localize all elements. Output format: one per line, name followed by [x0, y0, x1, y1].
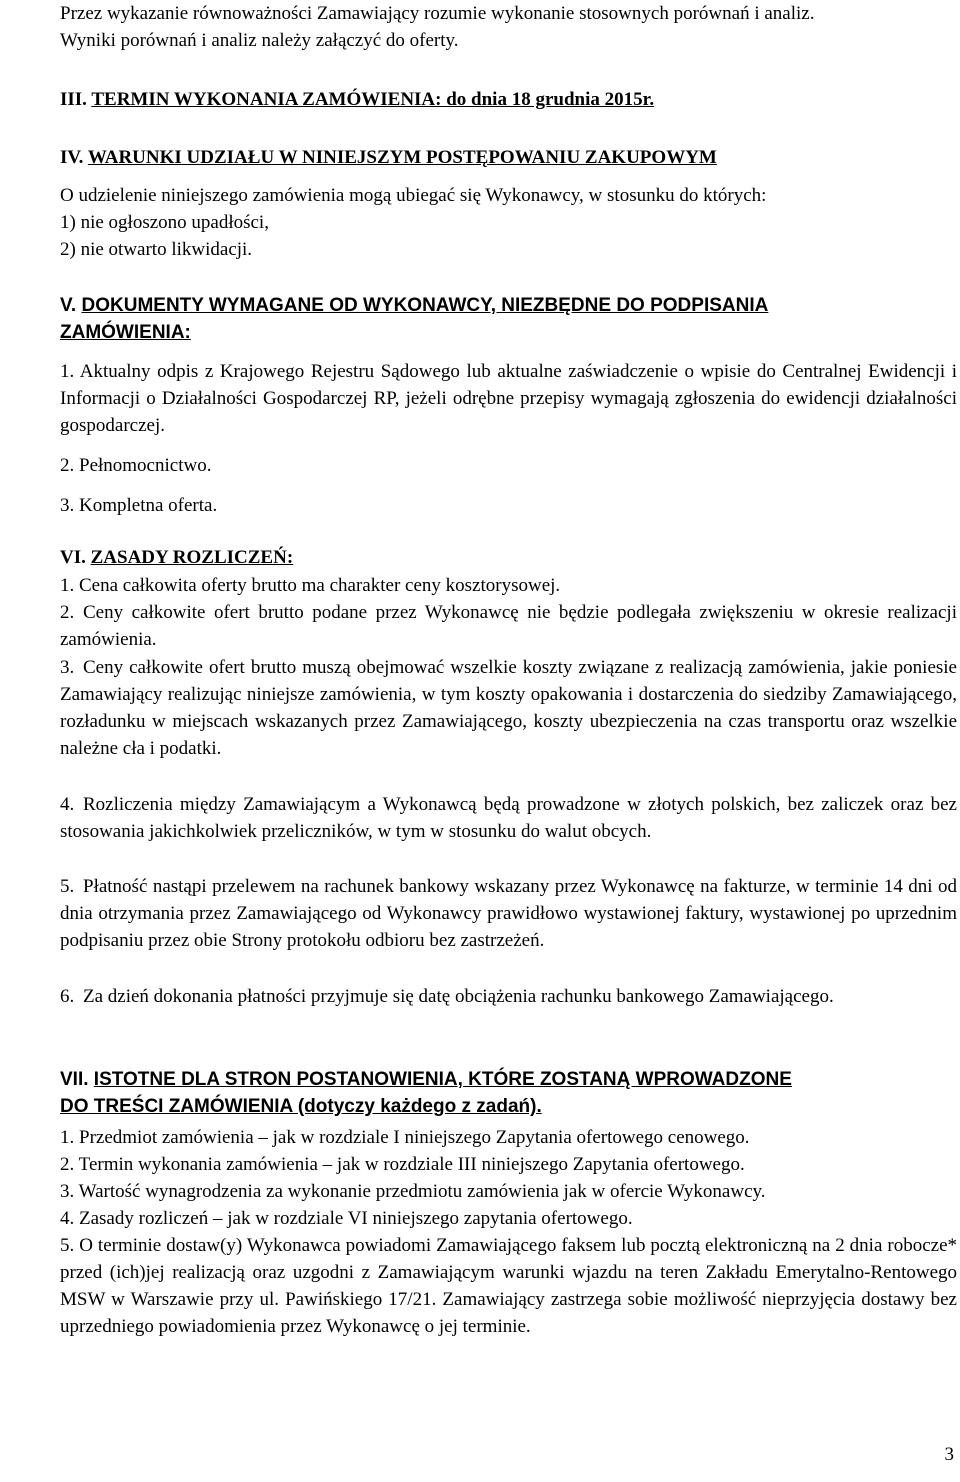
section-3-title: TERMIN WYKONANIA ZAMÓWIENIA: [91, 89, 442, 110]
section-7-item-1 [60, 1124, 957, 1151]
section-4-number: IV. [60, 147, 84, 168]
section-5-item-3: 3. Kompletna oferta. [60, 495, 218, 516]
section-7-item-5 [60, 1232, 957, 1340]
section-7-item-3-number: 3. [60, 1181, 75, 1202]
section-6-item-5-text: Płatność nastąpi przelewem na rachunek bankowy wskazany przez Wykonawcę na fakturze, w terminie 14 dni od dnia otrzymania przez Zamawiającego od Wykonawcy prawidłowo wystawionej faktury, wystawionej po uprzednim podpisaniu przez obie Strony protokołu odbioru bez zastrzeżeń. [60, 876, 957, 951]
section-5-heading [60, 292, 957, 346]
section-7-item-2-number: 2. [60, 1154, 75, 1175]
section-6-item-1-number: 1. [60, 575, 75, 596]
section-4-item-1: 1) nie ogłoszono upadłości, [60, 212, 269, 233]
section-7-item-1-text: Przedmiot zamówienia – jak w rozdziale I niniejszego Zapytania ofertowego cenowego. [79, 1127, 750, 1148]
section-7-item-4 [60, 1205, 957, 1232]
section-7-item-3 [60, 1178, 957, 1205]
section-6-item-3-text-wrap [60, 654, 957, 762]
section-6-item-3-number: 3. [60, 657, 75, 678]
intro-line-1: Przez wykazanie równoważności Zamawiający rozumie wykonanie stosownych porównań i analiz. [60, 3, 815, 24]
section-5-number: V. [60, 295, 77, 316]
section-6-item-3 [60, 654, 957, 762]
section-4-title: WARUNKI UDZIAŁU W NINIEJSZYM POSTĘPOWANIU ZAKUPOWYM [87, 147, 717, 168]
section-6-item-6 [60, 983, 957, 1010]
section-4-body [60, 182, 957, 263]
section-7-title-line-2: DO TREŚCI ZAMÓWIENIA (dotyczy każdego z zadań). [60, 1096, 542, 1117]
section-6-item-4 [60, 791, 957, 845]
section-6-item-5-number: 5. [60, 876, 75, 897]
intro-paragraph [60, 0, 957, 54]
section-6-item-2-text-wrap [60, 599, 957, 653]
section-7-item-4-text: Zasady rozliczeń – jak w rozdziale VI niniejszego zapytania ofertowego. [79, 1208, 633, 1229]
section-4-item-2: 2) nie otwarto likwidacji. [60, 239, 253, 260]
section-6-item-6-text-wrap [60, 983, 957, 1010]
section-6-item-4-text-wrap [60, 791, 957, 845]
section-7-item-4-number: 4. [60, 1208, 75, 1229]
section-4-intro: O udzielenie niniejszego zamówienia mogą ubiegać się Wykonawcy, w stosunku do których: [60, 185, 767, 206]
section-6-item-2-number: 2. [60, 602, 75, 623]
section-6-item-3-text: Ceny całkowite ofert brutto muszą obejmować wszelkie koszty związane z realizacją zamówienia, jakie poniesie Zamawiający realizując niniejsze zamówienia, w tym koszty opakowania i dostarczenia do siedziby Zamawiającego, rozładunku w miejscach wskazanych przez Zamawiającego, koszty ubezpieczenia na czas transportu oraz wszelkie należne cła i podatki. [60, 657, 957, 759]
section-5-item-1: 1. Aktualny odpis z Krajowego Rejestru Sądowego lub aktualne zaświadczenie o wpisie do Centralnej Ewidencji i Informacji o Działalności Gospodarczej RP, jeżeli odrębne przepisy wymagają zgłoszenia do ewidencji działalności gospodarczej. [60, 361, 957, 436]
section-6-item-1 [60, 572, 957, 599]
section-6-item-1-text: Cena całkowita oferty brutto ma charakter ceny kosztorysowej. [79, 575, 561, 596]
section-7-item-5-text: O terminie dostaw(y) Wykonawca powiadomi Zamawiającego faksem lub pocztą elektroniczną na 2 dnia robocze* przed (ich)jej realizacją oraz uzgodni z Zamawiającym warunki wjazdu na teren Zakładu Emerytalno-Rentowego MSW w Warszawie przy ul. Pawińskiego 17/21. Zamawiający zastrzega sobie możliwość nieprzyjęcia dostawy bez uprzedniego powiadomienia przez Wykonawcę o jej terminie. [60, 1235, 958, 1337]
section-3-heading [60, 86, 957, 113]
section-7-item-1-number: 1. [60, 1127, 75, 1148]
section-6-item-6-number: 6. [60, 986, 75, 1007]
section-6-title: ZASADY ROZLICZEŃ: [90, 547, 294, 568]
section-7-item-2 [60, 1151, 957, 1178]
section-7-item-2-text: Termin wykonania zamówienia – jak w rozdziale III niniejszego Zapytania ofertowego. [78, 1154, 745, 1175]
section-5-item-2: 2. Pełnomocnictwo. [60, 455, 212, 476]
section-6-item-2 [60, 599, 957, 653]
section-6-item-5 [60, 873, 957, 954]
section-4-heading [60, 144, 957, 171]
section-6-heading [60, 544, 957, 571]
section-6-item-4-number: 4. [60, 794, 75, 815]
section-6-item-2-text: Ceny całkowite ofert brutto podane przez Wykonawcę nie będzie podlegała zwiększeniu w okresie realizacji zamówienia. [60, 602, 957, 650]
page-number: 3 [944, 1444, 954, 1465]
section-3-title-wrap [91, 89, 654, 110]
section-6-item-4-text: Rozliczenia między Zamawiającym a Wykonawcą będą prowadzone w złotych polskich, bez zaliczek oraz bez stosowania jakichkolwiek przeliczników, w tym w stosunku do walut obcych. [60, 794, 957, 842]
section-6-item-5-text-wrap [60, 873, 957, 954]
section-3-number: III. [60, 89, 87, 110]
intro-line-2: Wyniki porównań i analiz należy załączyć do oferty. [60, 30, 459, 51]
section-6-number: VI. [60, 547, 86, 568]
section-5-title-line-1: DOKUMENTY WYMAGANE OD WYKONAWCY, NIEZBĘDNE DO PODPISANIA [81, 295, 769, 316]
section-7-title-line-2-wrap [60, 1093, 957, 1120]
section-7-heading [60, 1066, 957, 1120]
section-7-title-line-1: ISTOTNE DLA STRON POSTANOWIENIA, KTÓRE ZOSTANĄ WPROWADZONE [93, 1069, 792, 1090]
section-7-number: VII. [60, 1069, 89, 1090]
section-3-date: do dnia 18 grudnia 2015r. [441, 89, 655, 110]
section-6-item-6-text: Za dzień dokonania płatności przyjmuje się datę obciążenia rachunku bankowego Zamawiającego. [83, 986, 834, 1007]
section-7-item-3-text: Wartość wynagrodzenia za wykonanie przedmiotu zamówienia jak w ofercie Wykonawcy. [78, 1181, 766, 1202]
section-7-item-5-number: 5. [60, 1235, 75, 1256]
section-5-title-line-2: ZAMÓWIENIA: [60, 322, 191, 343]
